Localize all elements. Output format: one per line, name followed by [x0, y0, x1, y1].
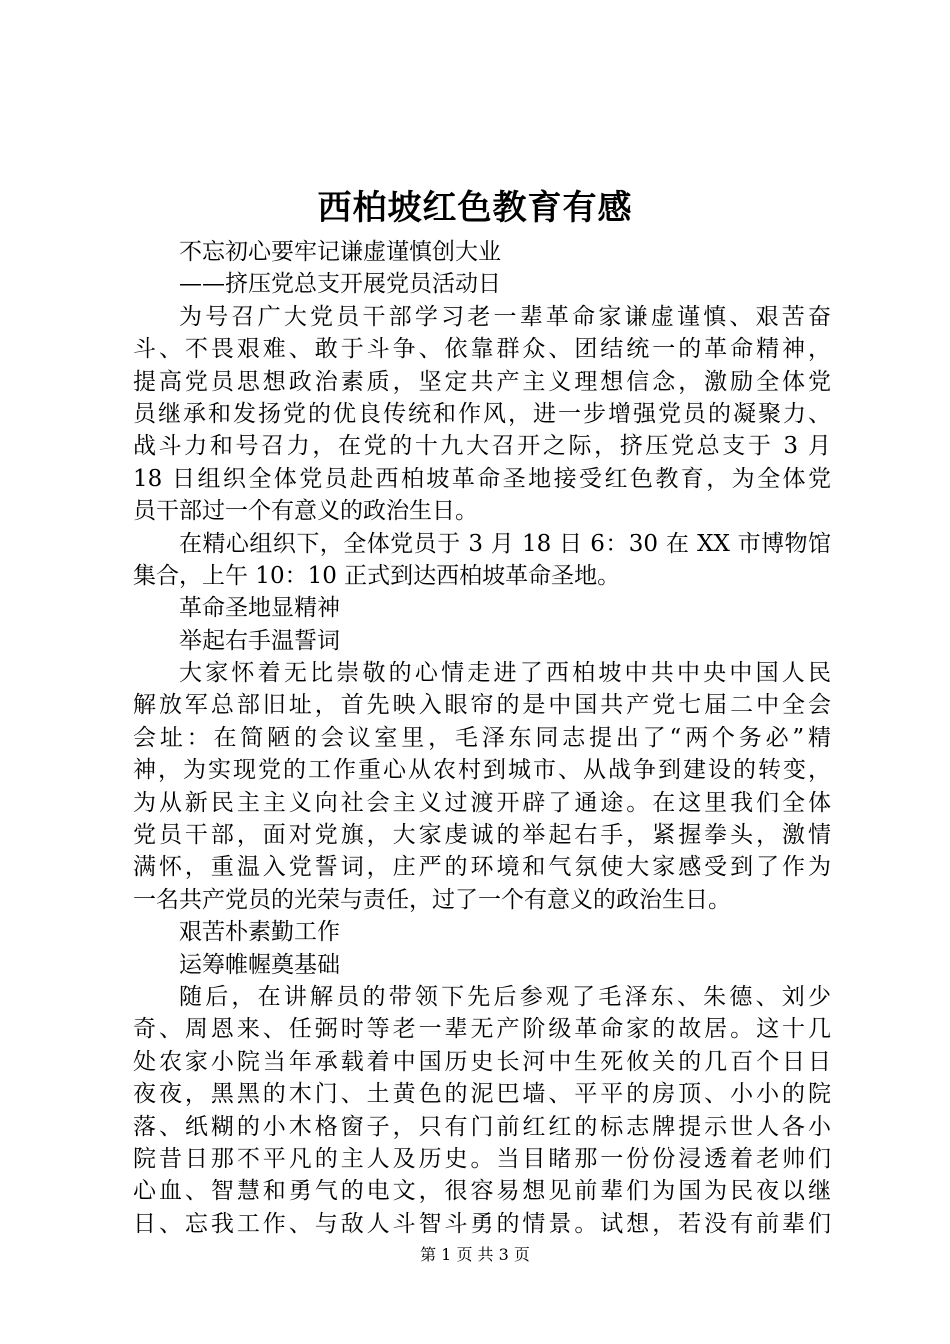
body-line: 会址：在简陋的会议室里，毛泽东同志提出了“两个务必”精 — [133, 724, 831, 751]
body-line: 随后，在讲解员的带领下先后参观了毛泽东、朱德、刘少 — [179, 983, 831, 1010]
body-line: 党员干部，面对党旗，大家虔诚的举起右手，紧握拳头，激情 — [133, 822, 831, 849]
document-title: 西柏坡红色教育有感 — [317, 188, 633, 228]
body-line: 不忘初心要牢记谦虚谨慎创大业 — [179, 239, 501, 265]
body-line: 员干部过一个有意义的政治生日。 — [133, 498, 478, 525]
page-footer: 第 1 页 共 3 页 — [420, 1245, 530, 1264]
body-line: 员继承和发扬党的优良传统和作风，进一步增强党员的凝聚力、 — [133, 400, 831, 427]
body-line: 集合，上午 10：10 正式到达西柏坡革命圣地。 — [133, 562, 621, 589]
body-line: 一名共产党员的光荣与责任，过了一个有意义的政治生日。 — [133, 886, 731, 913]
body-line: 为号召广大党员干部学习老一辈革命家谦虚谨慎、艰苦奋 — [179, 303, 831, 330]
body-line: 艰苦朴素勤工作 — [179, 919, 340, 946]
body-line: 革命圣地显精神 — [179, 595, 340, 622]
body-line: 在精心组织下，全体党员于 3 月 18 日 6：30 在 XX 市博物馆 — [179, 530, 831, 557]
body-line: 落、纸糊的小木格窗子，只有门前红红的标志牌提示世人各小 — [133, 1113, 831, 1140]
body-line: 解放军总部旧址，首先映入眼帘的是中国共产党七届二中全会 — [133, 692, 831, 719]
body-line: 提高党员思想政治素质，坚定共产主义理想信念，激励全体党 — [133, 368, 831, 395]
body-line: 院昔日那不平凡的主人及历史。当目睹那一份份浸透着老帅们 — [133, 1145, 831, 1172]
body-line: 神，为实现党的工作重心从农村到城市、从战争到建设的转变， — [133, 757, 831, 784]
body-line: 心血、智慧和勇气的电文，很容易想见前辈们为国为民夜以继 — [133, 1178, 831, 1205]
body-line: 为从新民主主义向社会主义过渡开辟了通途。在这里我们全体 — [133, 789, 831, 816]
body-line: 18 日组织全体党员赴西柏坡革命圣地接受红色教育，为全体党 — [133, 465, 831, 492]
body-line: 大家怀着无比崇敬的心情走进了西柏坡中共中央中国人民 — [179, 660, 831, 687]
body-line: 战斗力和号召力，在党的十九大召开之际，挤压党总支于 3 月 — [133, 433, 831, 460]
body-line: ——挤压党总支开展党员活动日 — [179, 271, 501, 298]
body-line: 满怀，重温入党誓词，庄严的环境和气氛使大家感受到了作为 — [133, 854, 831, 881]
body-line: 处农家小院当年承载着中国历史长河中生死攸关的几百个日日 — [133, 1048, 831, 1075]
body-line: 斗、不畏艰难、敢于斗争、依靠群众、团结统一的革命精神， — [133, 336, 831, 363]
document-body — [133, 236, 831, 1240]
body-line: 举起右手温誓词 — [179, 627, 340, 654]
body-line: 奇、周恩来、任弼时等老一辈无产阶级革命家的故居。这十几 — [133, 1016, 831, 1043]
body-line: 夜夜，黑黑的木门、土黄色的泥巴墙、平平的房顶、小小的院 — [133, 1081, 831, 1108]
body-line: 运筹帷幄奠基础 — [179, 951, 340, 978]
body-line: 日、忘我工作、与敌人斗智斗勇的情景。试想，若没有前辈们 — [133, 1210, 831, 1237]
